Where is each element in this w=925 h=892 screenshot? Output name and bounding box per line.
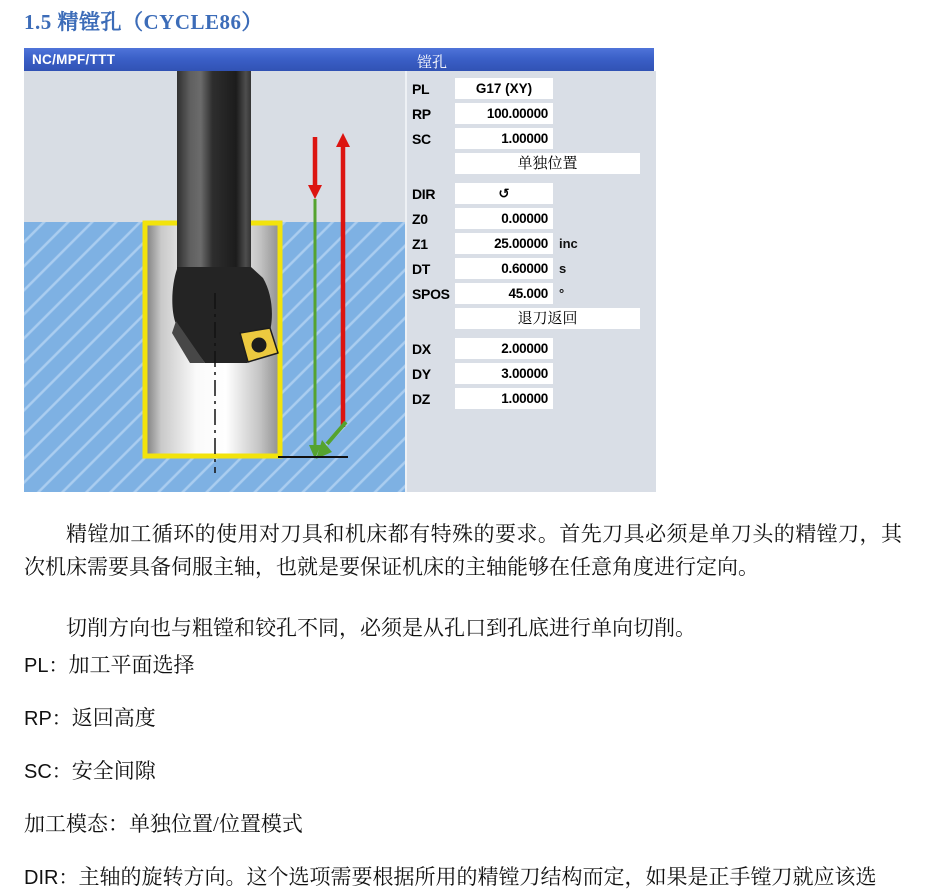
- param-row-dt: [407, 258, 656, 279]
- param-field-pl[interactable]: G17 (XY): [455, 78, 553, 99]
- param-desc-sc: [24, 758, 922, 785]
- boring-bar-icon: [177, 71, 251, 283]
- param-desc-dir: [24, 864, 922, 891]
- param-row-z1: [407, 233, 656, 254]
- param-label-dz: DZ: [412, 391, 431, 407]
- param-desc-pl-text: 加工平面选择: [68, 653, 195, 677]
- param-field-retract-mode[interactable]: 退刀返回: [455, 308, 640, 329]
- param-field-spos[interactable]: 45.000: [455, 283, 553, 304]
- param-field-dir rotation-direction-icon[interactable]: ↺: [455, 183, 553, 204]
- param-desc-rp-text: 返回高度: [71, 706, 156, 730]
- param-desc-mode: [24, 811, 922, 837]
- param-unit-dt: s: [559, 261, 567, 276]
- param-label-sc: SC: [412, 131, 431, 147]
- cycle-title-label: 镗孔: [417, 54, 448, 71]
- param-field-dx[interactable]: 2.00000: [455, 338, 553, 359]
- param-row-z0: [407, 208, 656, 229]
- param-desc-dir-text: 主轴的旋转方向。这个选项需要根据所用的精镗刀结构而定，如果是正手镗刀就应该选: [78, 865, 877, 889]
- param-desc-rp-label: RP：: [24, 708, 72, 730]
- insert-screw-hole: [252, 338, 267, 353]
- param-row-spos: [407, 283, 656, 304]
- param-row-retract: [407, 308, 656, 329]
- param-field-z0[interactable]: 0.00000: [455, 208, 553, 229]
- param-desc-pl-label: PL：: [24, 655, 69, 677]
- param-row-pl: [407, 78, 656, 99]
- body-paragraph-1: 精镗加工循环的使用对刀具和机床都有特殊的要求。首先刀具必须是单刀头的精镗刀，其次机床需要具备伺服主轴，也就是要保证机床的主轴能够在任意角度进行定向。: [24, 522, 902, 579]
- param-unit-spos: °: [559, 286, 565, 301]
- param-row-dz: [407, 388, 656, 409]
- param-desc-mode-label: 加工模态：: [24, 812, 129, 836]
- parameter-panel: [405, 71, 656, 492]
- section-heading: 1.5 精镗孔（CYCLE86）: [24, 10, 264, 34]
- param-unit-z1: inc: [559, 236, 578, 251]
- param-field-dz[interactable]: 1.00000: [455, 388, 553, 409]
- param-row-dy: [407, 363, 656, 384]
- param-label-dy: DY: [412, 366, 431, 382]
- program-path-label: NC/MPF/TTT: [32, 52, 116, 67]
- param-label-z1: Z1: [412, 236, 428, 252]
- cnc-titlebar: [24, 48, 654, 71]
- param-desc-rp: [24, 705, 922, 732]
- param-field-z1[interactable]: 25.00000: [455, 233, 553, 254]
- param-desc-pl: [24, 652, 922, 679]
- cycle-graphic-svg: [24, 71, 405, 492]
- param-field-dt[interactable]: 0.60000: [455, 258, 553, 279]
- param-desc-dir-label: DIR：: [24, 867, 79, 889]
- param-label-pl: PL: [412, 81, 430, 97]
- param-label-dt: DT: [412, 261, 431, 277]
- param-row-mode: [407, 153, 656, 174]
- param-field-machining-mode[interactable]: 单独位置: [455, 153, 640, 174]
- cnc-screenshot: [24, 48, 654, 492]
- param-label-dir: DIR: [412, 186, 436, 202]
- param-row-dx: [407, 338, 656, 359]
- param-label-rp: RP: [412, 106, 431, 122]
- param-desc-sc-label: SC：: [24, 761, 72, 783]
- param-row-rp: [407, 103, 656, 124]
- param-field-rp[interactable]: 100.00000: [455, 103, 553, 124]
- param-desc-mode-text: 单独位置/位置模式: [129, 812, 303, 836]
- param-desc-sc-text: 安全间隙: [71, 759, 156, 783]
- param-label-z0: Z0: [412, 211, 428, 227]
- param-label-dx: DX: [412, 341, 431, 357]
- param-field-sc[interactable]: 1.00000: [455, 128, 553, 149]
- body-paragraph-2: 切削方向也与粗镗和铰孔不同，必须是从孔口到孔底进行单向切削。: [66, 616, 696, 640]
- param-field-dy[interactable]: 3.00000: [455, 363, 553, 384]
- param-row-sc: [407, 128, 656, 149]
- param-row-dir: [407, 183, 656, 204]
- cycle-graphic: [24, 71, 405, 492]
- param-label-spos: SPOS: [412, 286, 450, 302]
